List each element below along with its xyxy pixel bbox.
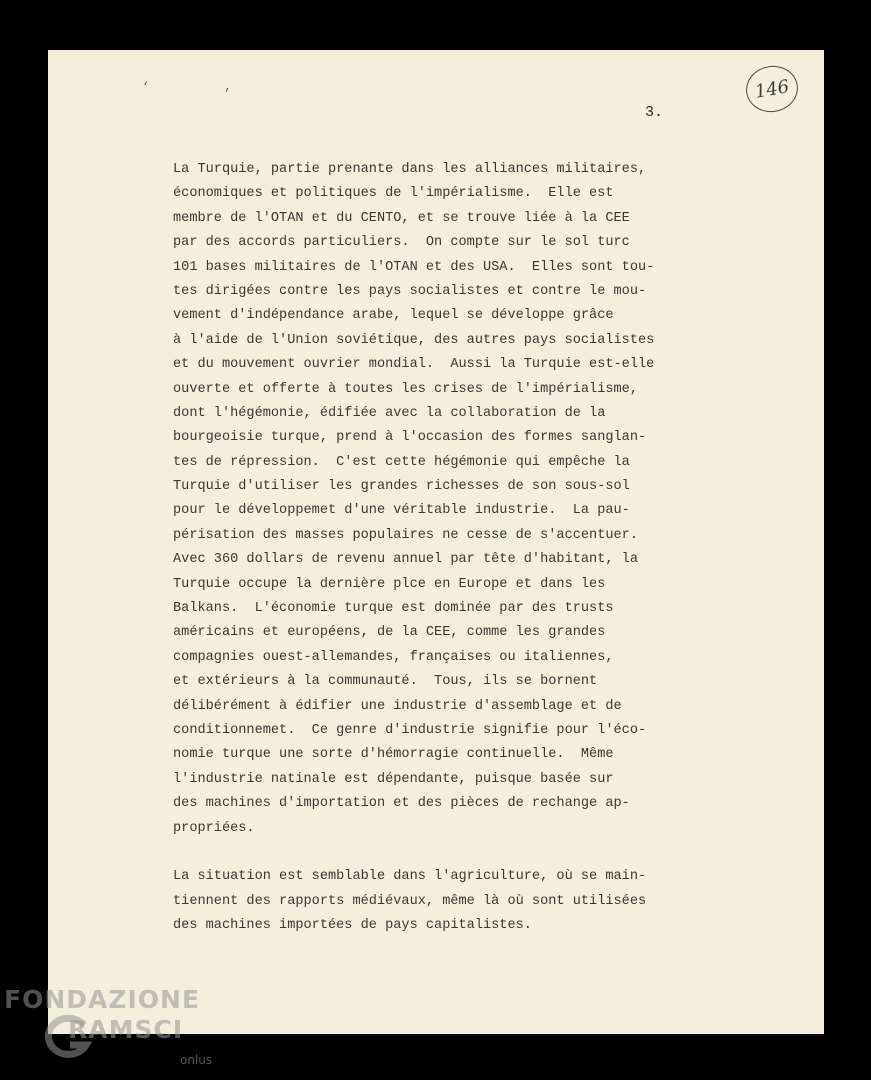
typed-text (173, 158, 753, 939)
paragraph-1 (173, 158, 753, 841)
text-line: membre de l'OTAN et du CENTO, et se trouve liée à la CEE (173, 210, 630, 226)
paragraph-2 (173, 865, 753, 938)
text-line: bourgeoisie turque, prend à l'occasion des formes sanglan- (173, 430, 647, 446)
text-line: pour le développemet d'une véritable industrie. La pau- (173, 503, 630, 519)
text-line: La situation est semblable dans l'agriculture, où se main- (173, 869, 647, 885)
page-number: 3. (645, 104, 664, 121)
text-line: l'industrie natinale est dépendante, puisque basée sur (173, 771, 614, 787)
text-line: et extérieurs à la communauté. Tous, ils se bornent (173, 674, 598, 690)
text-line: par des accords particuliers. On compte sur le sol turc (173, 235, 630, 251)
text-line: conditionnemet. Ce genre d'industrie signifie pour l'éco- (173, 722, 647, 738)
watermark-line-1: FONDAZIONE (4, 985, 201, 1014)
watermark-logo (4, 985, 213, 1067)
text-line: délibérément à édifier une industrie d'assemblage et de (173, 698, 622, 714)
text-line: ouverte et offerte à toutes les crises de l'impérialisme, (173, 381, 638, 397)
archive-stamp-number: 146 (753, 75, 791, 103)
text-line: américains et européens, de la CEE, comme les grandes (173, 625, 606, 641)
text-line: Turquie d'utiliser les grandes richesses de son sous-sol (173, 479, 630, 495)
text-line: La Turquie, partie prenante dans les alliances militaires, (173, 162, 647, 177)
watermark-onlus: onlus (180, 1053, 213, 1067)
text-line: économiques et politiques de l'impérialisme. Elle est (173, 186, 614, 202)
text-line: vement d'indépendance arabe, lequel se développe grâce (173, 308, 614, 324)
text-line: et du mouvement ouvrier mondial. Aussi la Turquie est-elle (173, 357, 655, 373)
paragraph-gap (173, 841, 753, 865)
text-line: dont l'hégémonie, édifiée avec la collaboration de la (173, 405, 606, 421)
text-line: périsation des masses populaires ne cesse de s'accentuer. (173, 527, 638, 543)
text-line: Turquie occupe la dernière plce en Europe et dans les (173, 576, 606, 592)
text-line: des machines importées de pays capitalistes. (173, 918, 532, 934)
text-line: compagnies ouest-allemandes, françaises ou italiennes, (173, 649, 614, 665)
text-line: Avec 360 dollars de revenu annuel par tête d'habitant, la (173, 552, 638, 568)
text-line: 101 bases militaires de l'OTAN et des USA. Elles sont tou- (173, 259, 655, 275)
watermark-line-2: RAMSCI (68, 1015, 184, 1044)
text-line: tes dirigées contre les pays socialistes et contre le mou- (173, 283, 647, 299)
text-line: nomie turque une sorte d'hémorragie continuelle. Même (173, 747, 614, 763)
text-line: tes de répression. C'est cette hégémonie qui empêche la (173, 454, 630, 470)
text-line: Balkans. L'économie turque est dominée par des trusts (173, 601, 614, 617)
text-line: des machines d'importation et des pièces de rechange ap- (173, 796, 630, 812)
stray-marks: ‘ , (142, 80, 266, 94)
text-line: à l'aide de l'Union soviétique, des autres pays socialistes (173, 332, 655, 348)
gramsci-g-icon (40, 1013, 94, 1061)
text-line: propriées. (173, 820, 255, 836)
text-line: tiennent des rapports médiévaux, même là où sont utilisées (173, 893, 647, 909)
